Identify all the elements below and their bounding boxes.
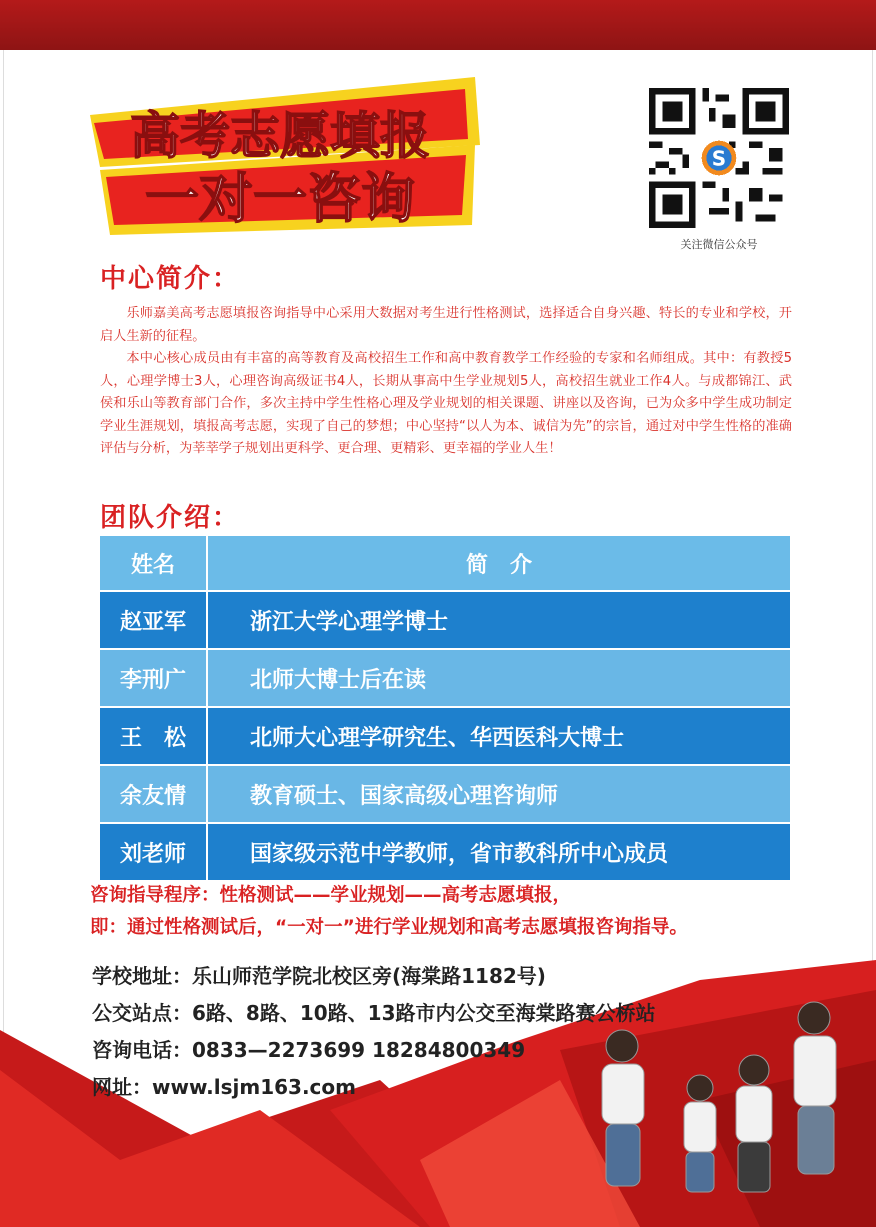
member-name: 余友情 xyxy=(99,765,207,823)
bus-text: 公交站点：6路、8路、10路、13路市内公交至海棠路赛公桥站 xyxy=(92,1001,656,1025)
website-link[interactable]: 网址：www.lsjm163.com xyxy=(92,1075,356,1099)
member-name: 赵亚军 xyxy=(99,591,207,649)
qr-code[interactable] xyxy=(648,88,790,228)
title-banner xyxy=(80,75,490,245)
address-text: 学校地址：乐山师范学院北校区旁(海棠路1182号) xyxy=(92,964,546,988)
banner-line2: 一对一咨询 xyxy=(145,167,415,230)
process-block xyxy=(90,880,688,944)
member-name: 李刑广 xyxy=(99,649,207,707)
process-line-2: 即：通过性格测试后，“一对一”进行学业规划和高考志愿填报咨询指导。 xyxy=(90,917,688,938)
phone-text[interactable]: 咨询电话：0833—2273699 18284800349 xyxy=(92,1038,526,1062)
svg-text:S: S xyxy=(711,146,727,171)
table-row xyxy=(99,823,791,881)
member-name: 王 松 xyxy=(99,707,207,765)
intro-paragraph-1: 乐师嘉美高考志愿填报咨询指导中心采用大数据对考生进行性格测试，选择适合自身兴趣、特长的专业和学校，开启人生新的征程。 xyxy=(100,306,792,344)
qr-block xyxy=(648,88,790,252)
process-line-1: 咨询指导程序：性格测试——学业规划——高考志愿填报， xyxy=(90,885,572,906)
contact-block xyxy=(92,958,656,1106)
member-name: 刘老师 xyxy=(99,823,207,881)
banner-line1: 高考志愿填报 xyxy=(130,107,430,165)
member-desc: 北师大博士后在读 xyxy=(207,649,791,707)
table-row xyxy=(99,765,791,823)
column-header-desc: 简 介 xyxy=(207,535,791,591)
column-header-name: 姓名 xyxy=(99,535,207,591)
team-heading: 团队介绍： xyxy=(100,503,241,533)
member-desc: 浙江大学心理学博士 xyxy=(207,591,791,649)
table-row xyxy=(99,649,791,707)
table-row xyxy=(99,591,791,649)
intro-paragraph-2: 本中心核心成员由有丰富的高等教育及高校招生工作和高中教育教学工作经验的专家和名师组成。其中：有教授5人，心理学博士3人，心理咨询高级证书4人，长期从事高中生学业规划5人，高校招生就业工作4人。与成都锦江、武侯和乐山等教育部门合作，多次主持中学生性格心理及学业规划的相关课题、讲座以及咨询，已为众多中学生成功制定学业生涯规划，填报高考志愿，实现了自己的梦想；中心坚持“以人为本、诚信为先”的宗旨，通过对中学生性格的准确评估与分析，为莘莘学子规划出更科学、更合理、更精彩、更幸福的学业人生！ xyxy=(100,351,792,456)
table-row xyxy=(99,707,791,765)
team-table xyxy=(98,534,792,882)
member-desc: 北师大心理学研究生、华西医科大博士 xyxy=(207,707,791,765)
center-intro xyxy=(100,303,792,461)
member-desc: 国家级示范中学教师，省市教科所中心成员 xyxy=(207,823,791,881)
top-bar xyxy=(0,0,876,50)
member-desc: 教育硕士、国家高级心理咨询师 xyxy=(207,765,791,823)
center-heading: 中心简介： xyxy=(100,264,241,294)
qr-caption: 关注微信公众号 xyxy=(680,238,758,251)
